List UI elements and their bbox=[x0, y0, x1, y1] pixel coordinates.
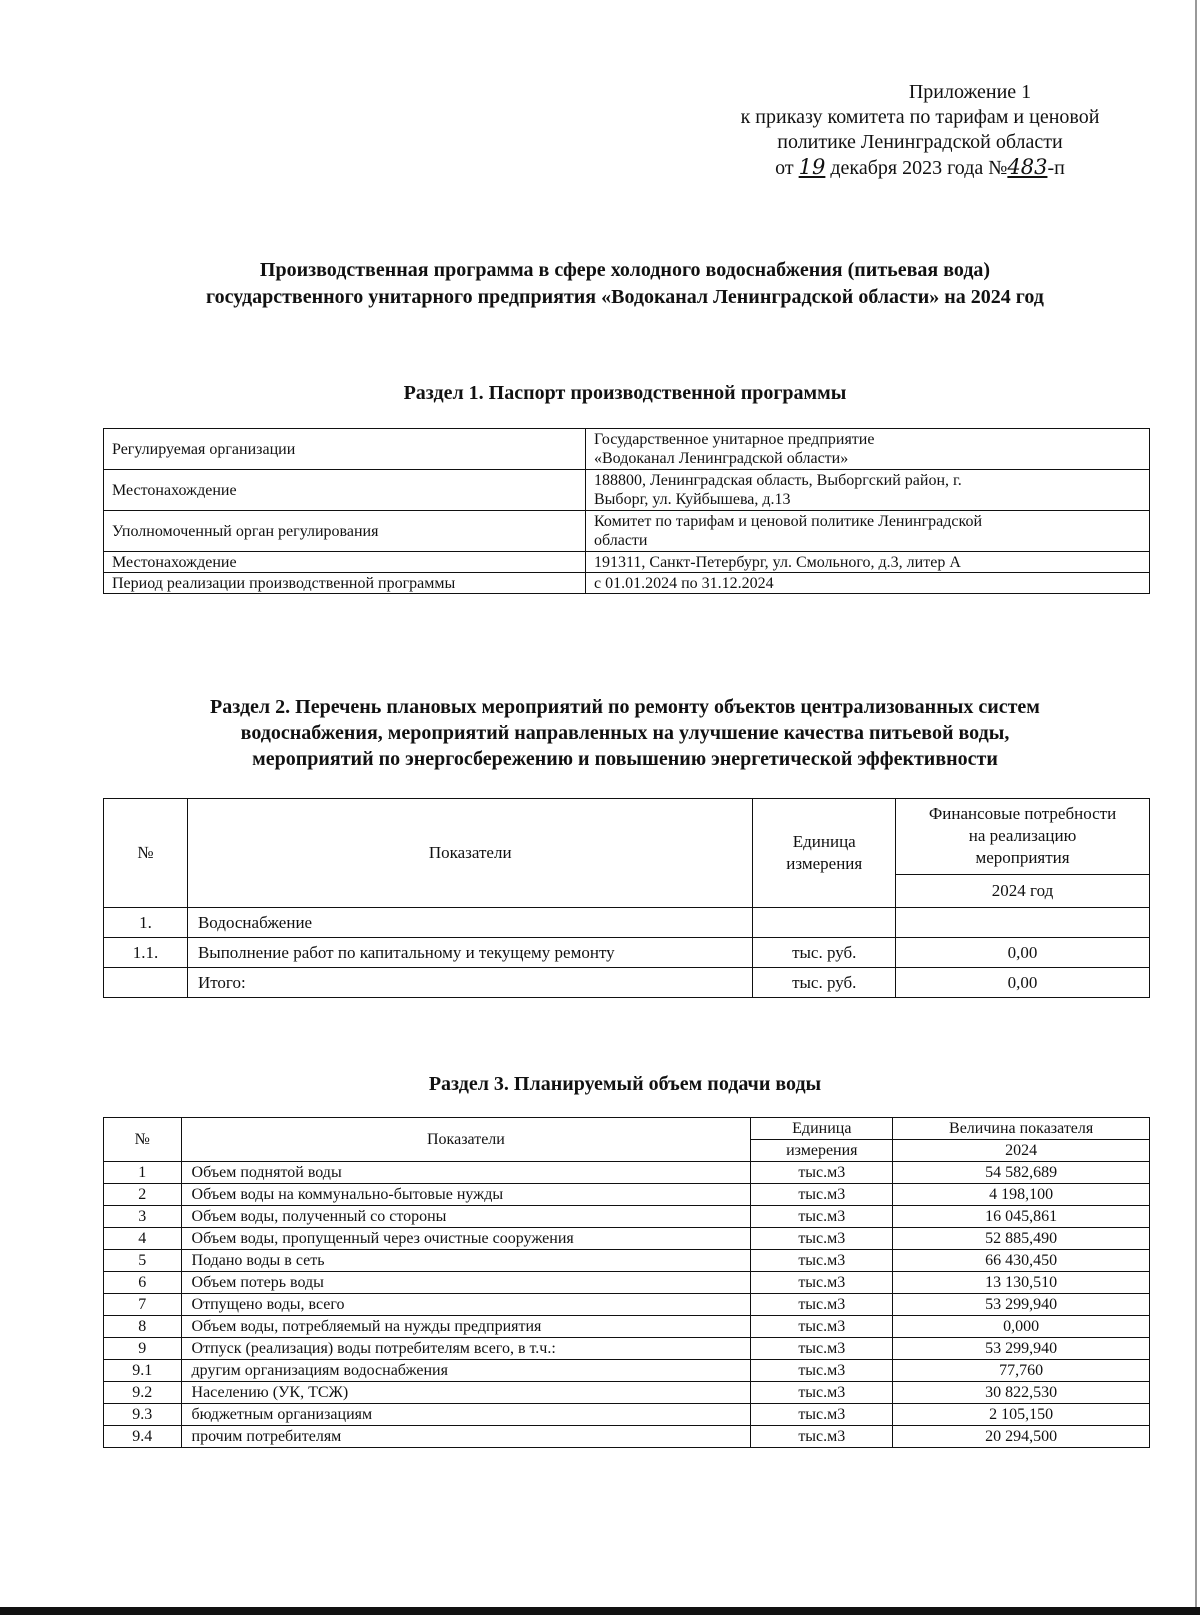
cell-no: 1.1. bbox=[104, 938, 188, 968]
passport-value-line: Комитет по тарифам и ценовой политике Ленинградской bbox=[594, 513, 983, 530]
water-supply-body bbox=[104, 1162, 1150, 1448]
passport-value: 191311, Санкт-Петербург, ул. Смольного, д.3, литер А bbox=[586, 552, 1150, 573]
cell-no: 2 bbox=[104, 1184, 182, 1206]
cell-value: 16 045,861 bbox=[893, 1206, 1150, 1228]
table-row bbox=[104, 429, 1150, 470]
table-row bbox=[104, 511, 1150, 552]
scan-edge-line bbox=[1195, 0, 1197, 1615]
passport-value-line: «Водоканал Ленинградской области» bbox=[594, 450, 849, 467]
cell-value: 52 885,490 bbox=[893, 1228, 1150, 1250]
cell-unit: тыс.м3 bbox=[751, 1294, 893, 1316]
passport-label: Уполномоченный орган регулирования bbox=[104, 511, 586, 552]
header-financial-needs bbox=[896, 799, 1150, 875]
header-year: 2024 bbox=[893, 1140, 1150, 1162]
cell-unit: тыс.м3 bbox=[751, 1228, 893, 1250]
header-unit-line: измерения bbox=[786, 854, 863, 873]
date-mid: декабря 2023 года № bbox=[830, 157, 1008, 179]
cell-no: 9.4 bbox=[104, 1426, 182, 1448]
cell-unit: тыс.м3 bbox=[751, 1250, 893, 1272]
header-fin-line: Финансовые потребности bbox=[928, 804, 1117, 824]
table-row bbox=[104, 1426, 1150, 1448]
table-row bbox=[104, 1162, 1150, 1184]
appendix-line-3: политике Ленинградской области bbox=[777, 131, 1063, 153]
measures-table bbox=[103, 798, 1150, 998]
date-day: 19 bbox=[798, 155, 826, 179]
appendix-header bbox=[690, 80, 1150, 181]
cell-unit bbox=[753, 908, 896, 938]
passport-value bbox=[586, 511, 1150, 552]
appendix-line-2: к приказу комитета по тарифам и ценовой bbox=[740, 106, 1100, 128]
header-no: № bbox=[104, 799, 188, 908]
cell-no: 3 bbox=[104, 1206, 182, 1228]
cell-no: 5 bbox=[104, 1250, 182, 1272]
cell-value: 0,00 bbox=[896, 968, 1150, 998]
cell-value: 53 299,940 bbox=[893, 1338, 1150, 1360]
cell-no: 1 bbox=[104, 1162, 182, 1184]
order-number: 483 bbox=[1007, 155, 1048, 179]
cell-no: 6 bbox=[104, 1272, 182, 1294]
table-row bbox=[104, 938, 1150, 968]
water-supply-table bbox=[103, 1117, 1150, 1448]
cell-name: Населению (УК, ТСЖ) bbox=[181, 1382, 751, 1404]
cell-name: бюджетным организациям bbox=[181, 1404, 751, 1426]
section-1-title: Раздел 1. Паспорт производственной программы bbox=[403, 382, 847, 404]
cell-name: Объем воды, потребляемый на нужды предприятия bbox=[181, 1316, 751, 1338]
cell-unit: тыс.м3 bbox=[751, 1184, 893, 1206]
cell-value: 66 430,450 bbox=[893, 1250, 1150, 1272]
cell-name: Водоснабжение bbox=[187, 908, 752, 938]
table-row bbox=[104, 1272, 1150, 1294]
cell-name: прочим потребителям bbox=[181, 1426, 751, 1448]
cell-unit: тыс.м3 bbox=[751, 1426, 893, 1448]
cell-name: Отпущено воды, всего bbox=[181, 1294, 751, 1316]
table-row bbox=[104, 552, 1150, 573]
cell-unit: тыс.м3 bbox=[751, 1382, 893, 1404]
header-unit-line-1: Единица bbox=[751, 1118, 893, 1140]
table-row bbox=[104, 1382, 1150, 1404]
cell-name: Выполнение работ по капитальному и текущему ремонту bbox=[187, 938, 752, 968]
cell-unit: тыс. руб. bbox=[753, 968, 896, 998]
table-row bbox=[104, 573, 1150, 594]
table-row bbox=[104, 1228, 1150, 1250]
cell-name: Отпуск (реализация) воды потребителям всего, в т.ч.: bbox=[181, 1338, 751, 1360]
section-2-title-line-2: водоснабжения, мероприятий направленных на улучшение качества питьевой воды, bbox=[240, 722, 1010, 744]
header-value: Величина показателя bbox=[893, 1118, 1150, 1140]
section-2-title-line-1: Раздел 2. Перечень плановых мероприятий по ремонту объектов централизованных систем bbox=[210, 696, 1040, 718]
cell-no: 9.3 bbox=[104, 1404, 182, 1426]
cell-name: Итого: bbox=[187, 968, 752, 998]
cell-value: 30 822,530 bbox=[893, 1382, 1150, 1404]
cell-name: Объем воды, пропущенный через очистные сооружения bbox=[181, 1228, 751, 1250]
header-unit-line: Единица bbox=[792, 832, 856, 851]
table-row bbox=[104, 1316, 1150, 1338]
header-unit-line-2: измерения bbox=[751, 1140, 893, 1162]
header-name: Показатели bbox=[187, 799, 752, 908]
table-row bbox=[104, 1184, 1150, 1206]
table-row bbox=[104, 1338, 1150, 1360]
table-header-row bbox=[104, 799, 1150, 875]
passport-label: Местонахождение bbox=[104, 552, 586, 573]
cell-value: 13 130,510 bbox=[893, 1272, 1150, 1294]
cell-no: 9.1 bbox=[104, 1360, 182, 1382]
cell-value: 4 198,100 bbox=[893, 1184, 1150, 1206]
cell-no: 7 bbox=[104, 1294, 182, 1316]
cell-value: 0,00 bbox=[896, 938, 1150, 968]
cell-value: 2 105,150 bbox=[893, 1404, 1150, 1426]
table-row bbox=[104, 968, 1150, 998]
cell-no: 9 bbox=[104, 1338, 182, 1360]
cell-unit: тыс.м3 bbox=[751, 1404, 893, 1426]
header-fin-line: на реализацию bbox=[968, 826, 1077, 846]
header-name: Показатели bbox=[181, 1118, 751, 1162]
cell-value: 0,000 bbox=[893, 1316, 1150, 1338]
table-row bbox=[104, 1404, 1150, 1426]
cell-value: 20 294,500 bbox=[893, 1426, 1150, 1448]
cell-unit: тыс.м3 bbox=[751, 1162, 893, 1184]
cell-no bbox=[104, 968, 188, 998]
table-row bbox=[104, 1250, 1150, 1272]
cell-value: 53 299,940 bbox=[893, 1294, 1150, 1316]
cell-unit: тыс.м3 bbox=[751, 1360, 893, 1382]
cell-name: Объем воды, полученный со стороны bbox=[181, 1206, 751, 1228]
cell-name: Подано воды в сеть bbox=[181, 1250, 751, 1272]
section-2-title-line-3: мероприятий по энергосбережению и повышению энергетической эффективности bbox=[252, 748, 998, 770]
appendix-date-line bbox=[690, 155, 1150, 181]
section-2-title bbox=[100, 694, 1150, 772]
passport-label: Местонахождение bbox=[104, 470, 586, 511]
table-row bbox=[104, 908, 1150, 938]
passport-value-line: Выборг, ул. Куйбышева, д.13 bbox=[594, 491, 791, 508]
cell-unit: тыс.м3 bbox=[751, 1272, 893, 1294]
document-title bbox=[100, 257, 1150, 311]
header-no: № bbox=[104, 1118, 182, 1162]
passport-table bbox=[103, 428, 1150, 594]
cell-unit: тыс. руб. bbox=[753, 938, 896, 968]
date-prefix: от bbox=[775, 157, 794, 179]
passport-value bbox=[586, 429, 1150, 470]
cell-name: Объем поднятой воды bbox=[181, 1162, 751, 1184]
table-header-row bbox=[104, 1118, 1150, 1140]
table-row bbox=[104, 1360, 1150, 1382]
header-unit bbox=[753, 799, 896, 908]
table-row bbox=[104, 1206, 1150, 1228]
section-3-title: Раздел 3. Планируемый объем подачи воды bbox=[428, 1073, 822, 1095]
cell-value bbox=[896, 908, 1150, 938]
order-suffix: -п bbox=[1047, 157, 1065, 179]
cell-name: Объем потерь воды bbox=[181, 1272, 751, 1294]
cell-name: другим организациям водоснабжения bbox=[181, 1360, 751, 1382]
cell-unit: тыс.м3 bbox=[751, 1316, 893, 1338]
document-title-line-1: Производственная программа в сфере холодного водоснабжения (питьевая вода) bbox=[259, 259, 991, 281]
header-fin-line: мероприятия bbox=[975, 848, 1070, 868]
cell-no: 9.2 bbox=[104, 1382, 182, 1404]
table-row bbox=[104, 1294, 1150, 1316]
passport-value: с 01.01.2024 по 31.12.2024 bbox=[586, 573, 1150, 594]
cell-no: 4 bbox=[104, 1228, 182, 1250]
passport-label: Период реализации производственной программы bbox=[104, 573, 586, 594]
header-year: 2024 год bbox=[896, 874, 1150, 907]
passport-label: Регулируемая организации bbox=[104, 429, 586, 470]
cell-value: 77,760 bbox=[893, 1360, 1150, 1382]
passport-value-line: 188800, Ленинградская область, Выборгский район, г. bbox=[594, 472, 962, 489]
passport-value-line: Государственное унитарное предприятие bbox=[594, 431, 875, 448]
cell-unit: тыс.м3 bbox=[751, 1206, 893, 1228]
table-row bbox=[104, 470, 1150, 511]
passport-value bbox=[586, 470, 1150, 511]
passport-value-line: области bbox=[594, 532, 648, 549]
cell-no: 8 bbox=[104, 1316, 182, 1338]
cell-no: 1. bbox=[104, 908, 188, 938]
document-title-line-2: государственного унитарного предприятия «Водоканал Ленинградской области» на 2024 год bbox=[206, 286, 1044, 308]
cell-unit: тыс.м3 bbox=[751, 1338, 893, 1360]
scan-bottom-bar bbox=[0, 1607, 1200, 1615]
cell-value: 54 582,689 bbox=[893, 1162, 1150, 1184]
cell-name: Объем воды на коммунально-бытовые нужды bbox=[181, 1184, 751, 1206]
appendix-line-1: Приложение 1 bbox=[908, 81, 1032, 103]
